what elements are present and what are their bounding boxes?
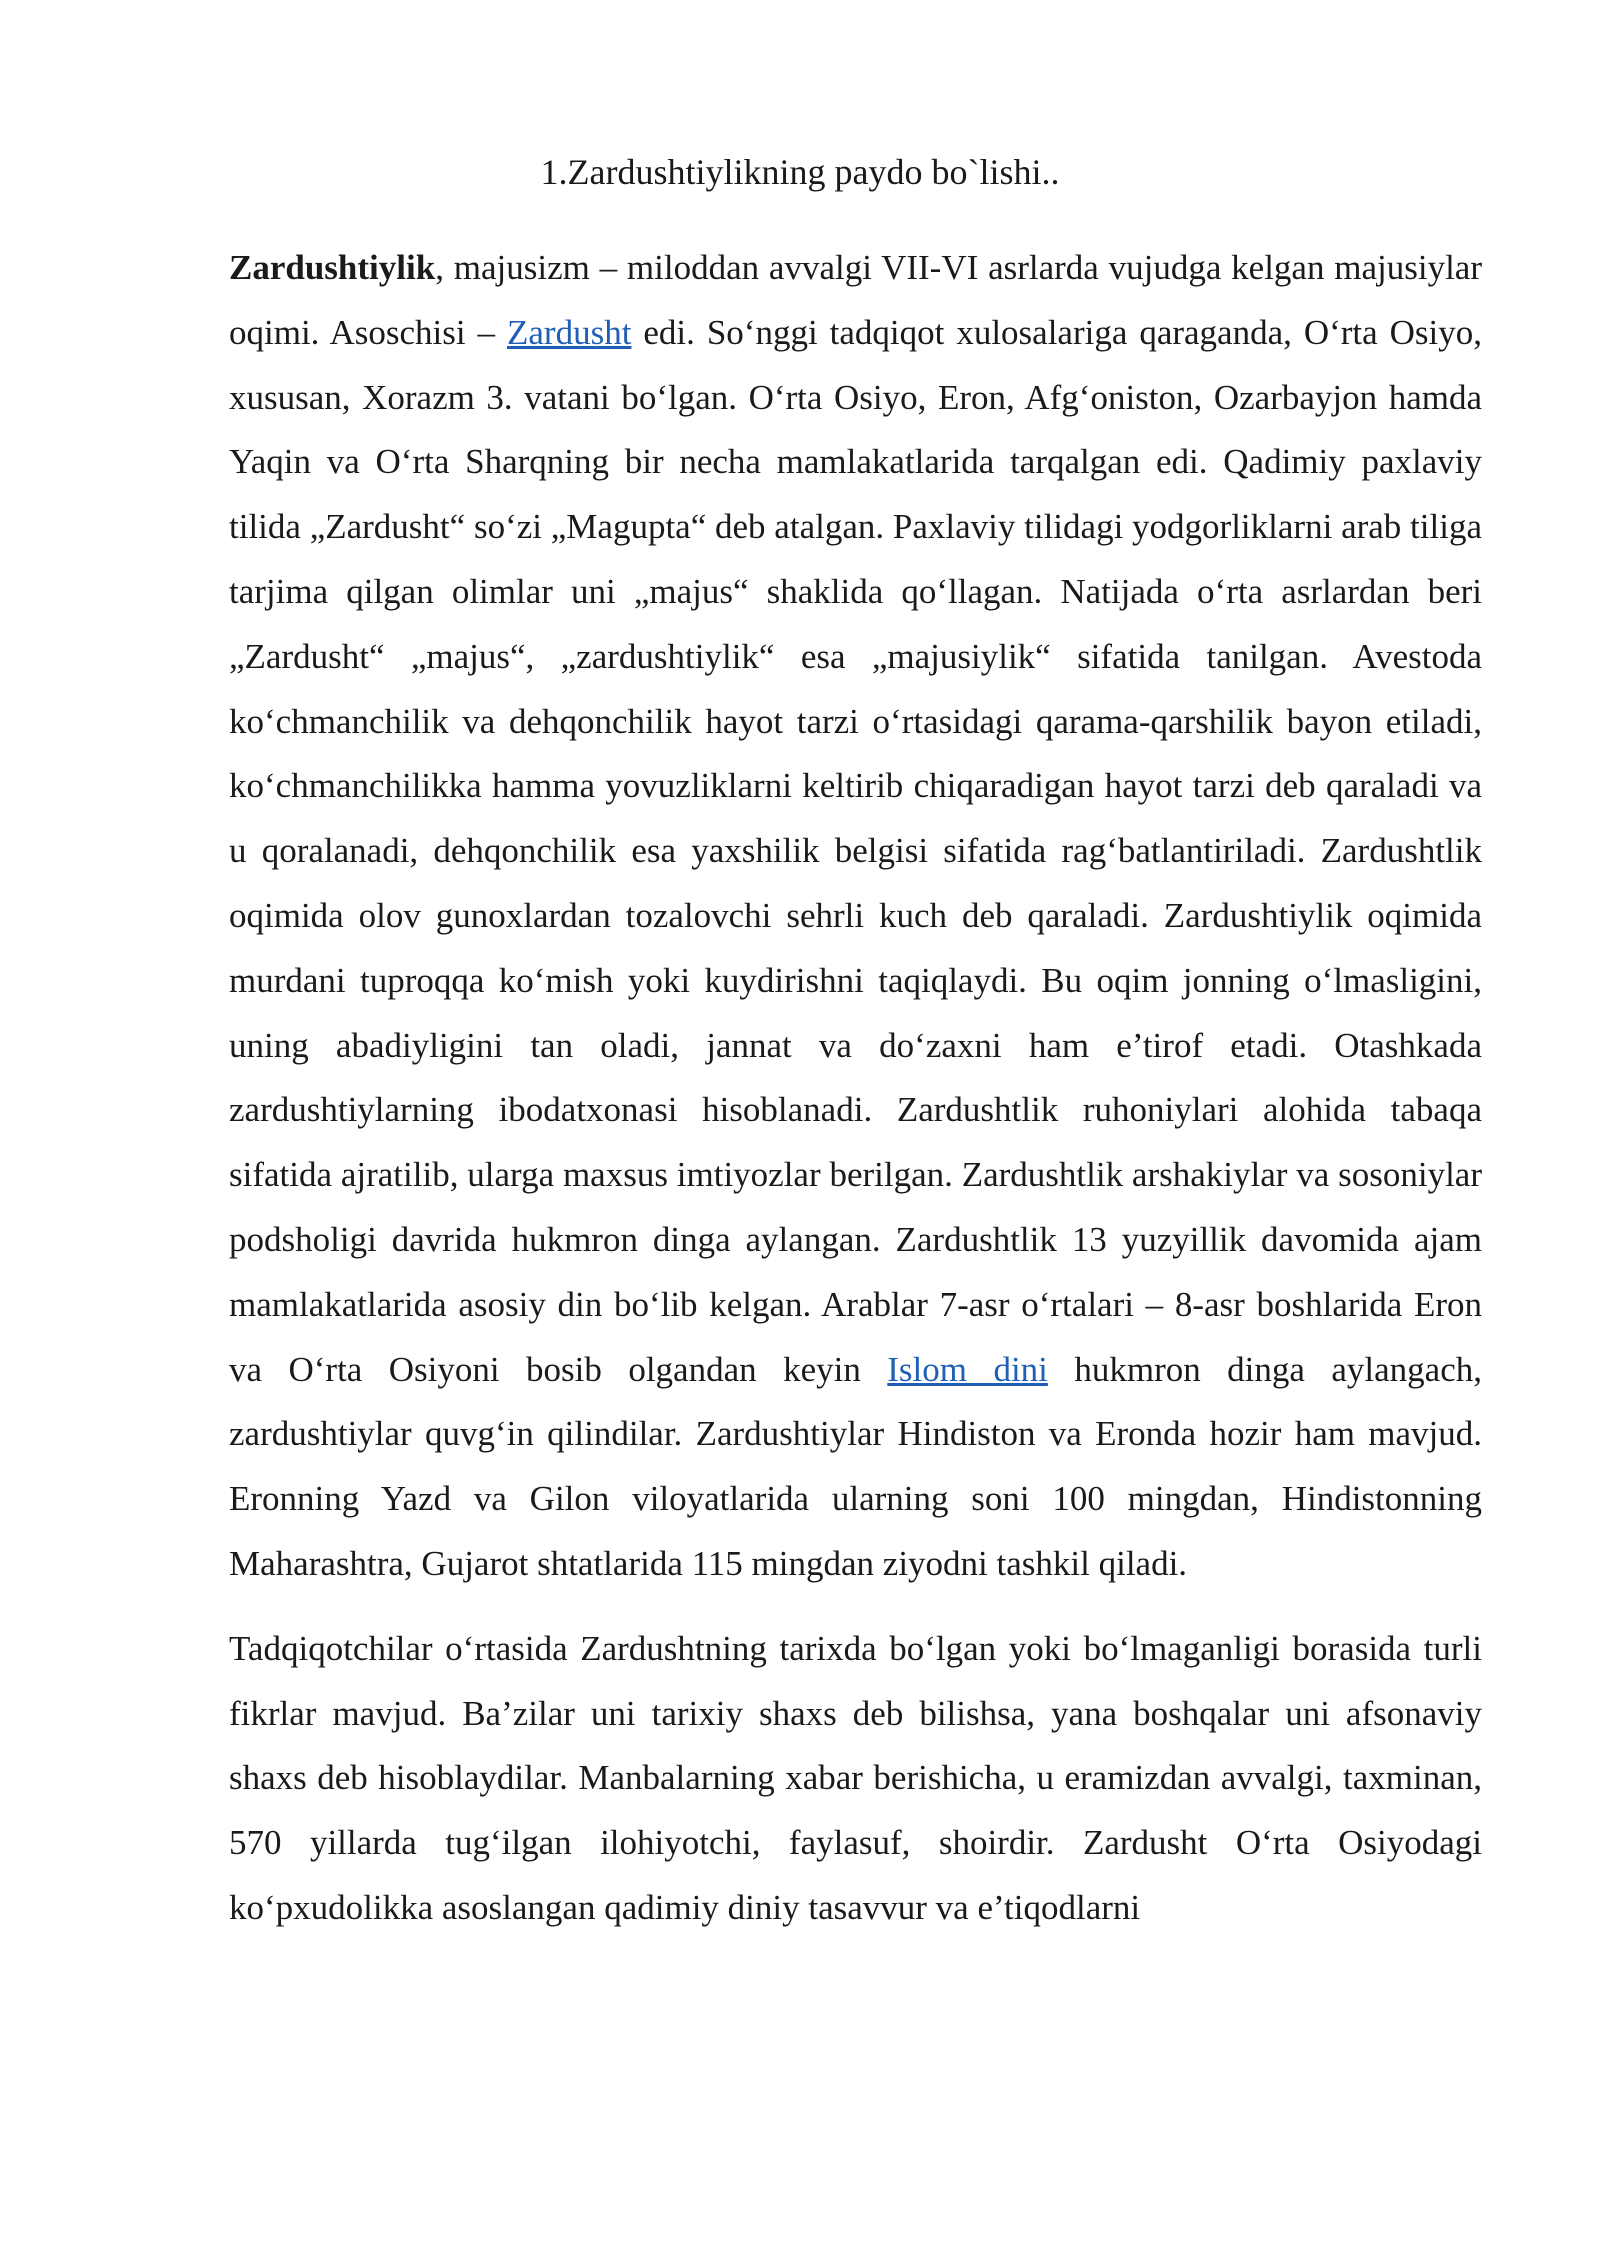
document-title: 1.Zardushtiylikning paydo bo`lishi..	[540, 152, 1060, 192]
document-body	[229, 236, 1482, 1961]
link-zardusht[interactable]: Zardusht	[507, 312, 632, 352]
link-islom-dini[interactable]: Islom dini	[887, 1349, 1048, 1389]
paragraph-1-text-c: hukmron dinga aylangach, zardushtiylar quvg‘in qilindilar. Zardushtiylar Hindiston va Eronda hozir ham mavjud. Eronning Yazd va Gilon viloyatlarida ularning soni 100 mingdan, Hindistonning Maharashtra, Gujarot shtatlarida 115 mingdan ziyodni tashkil qiladi.	[229, 1349, 1482, 1583]
paragraph-2: Tadqiqotchilar o‘rtasida Zardushtning tarixda bo‘lgan yoki bo‘lmaganligi borasida turli fikrlar mavjud. Ba’zilar uni tarixiy shaxs deb bilishsa, yana boshqalar uni afsonaviy shaxs deb hisoblaydilar. Manbalarning xabar berishicha, u eramizdan avvalgi, taxminan, 570 yillarda tug‘ilgan ilohiyotchi, faylasuf, shoirdir. Zardusht O‘rta Osiyodagi ko‘pxudolikka asoslangan qadimiy diniy tasavvur va e’tiqodlarni	[229, 1628, 1482, 1927]
paragraph-1-text-a: , majusizm – miloddan avvalgi VII-VI asrlarda vujudga kelgan majusiylar oqimi. Asoschisi –	[229, 248, 1482, 352]
paragraph-1-text-b: edi. So‘nggi tadqiqot xulosalariga qaraganda, O‘rta Osiyo, xususan, Xorazm 3. vatani bo‘lgan. O‘rta Osiyo, Eron, Afg‘oniston, Ozarbayjon hamda Yaqin va O‘rta Sharqning bir necha mamlakatlarida tarqalgan edi. Qadimiy paxlaviy tilida „Zardusht“ so‘zi „Magupta“ deb atalgan. Paxlaviy tilidagi yodgorliklarni arab tiliga tarjima qilgan olimlar uni „majus“ shaklida qo‘llagan. Natijada o‘rta asrlardan beri „Zardusht“ „majus“, „zardushtiylik“ esa „majusiylik“ sifatida tanilgan. Avestoda ko‘chmanchilik va dehqonchilik hayot tarzi o‘rtasidagi qarama-qarshilik bayon etiladi, ko‘chmanchilikka hamma yovuzliklarni keltirib chiqaradigan hayot tarzi deb qaraladi va u qoralanadi, dehqonchilik esa yaxshilik belgisi sifatida rag‘batlantiriladi. Zardushtlik oqimida olov gunoxlardan tozalovchi sehrli kuch deb qaraladi. Zardushtiylik oqimida murdani tuproqqa ko‘mish yoki kuydirishni taqiqlaydi. Bu oqim jonning o‘lmasligini, uning abadiyligini tan oladi, jannat va do‘zaxni ham e’tirof etadi. Otashkada zardushtiylarning ibodatxonasi hisoblanadi. Zardushtlik ruhoniylari alohida tabaqa sifatida ajratilib, ularga maxsus imtiyozlar berilgan. Zardushtlik arshakiylar va sosoniylar podsholigi davrida hukmron dinga aylangan. Zardushtlik 13 yuzyillik davomida ajam mamlakatlarida asosiy din bo‘lib kelgan. Arablar 7-asr o‘rtalari – 8-asr boshlarida Eron va O‘rta Osiyoni bosib olgandan keyin	[229, 312, 1482, 1389]
lead-term: Zardushtiylik	[229, 248, 436, 287]
paragraph-1	[229, 236, 1482, 1597]
